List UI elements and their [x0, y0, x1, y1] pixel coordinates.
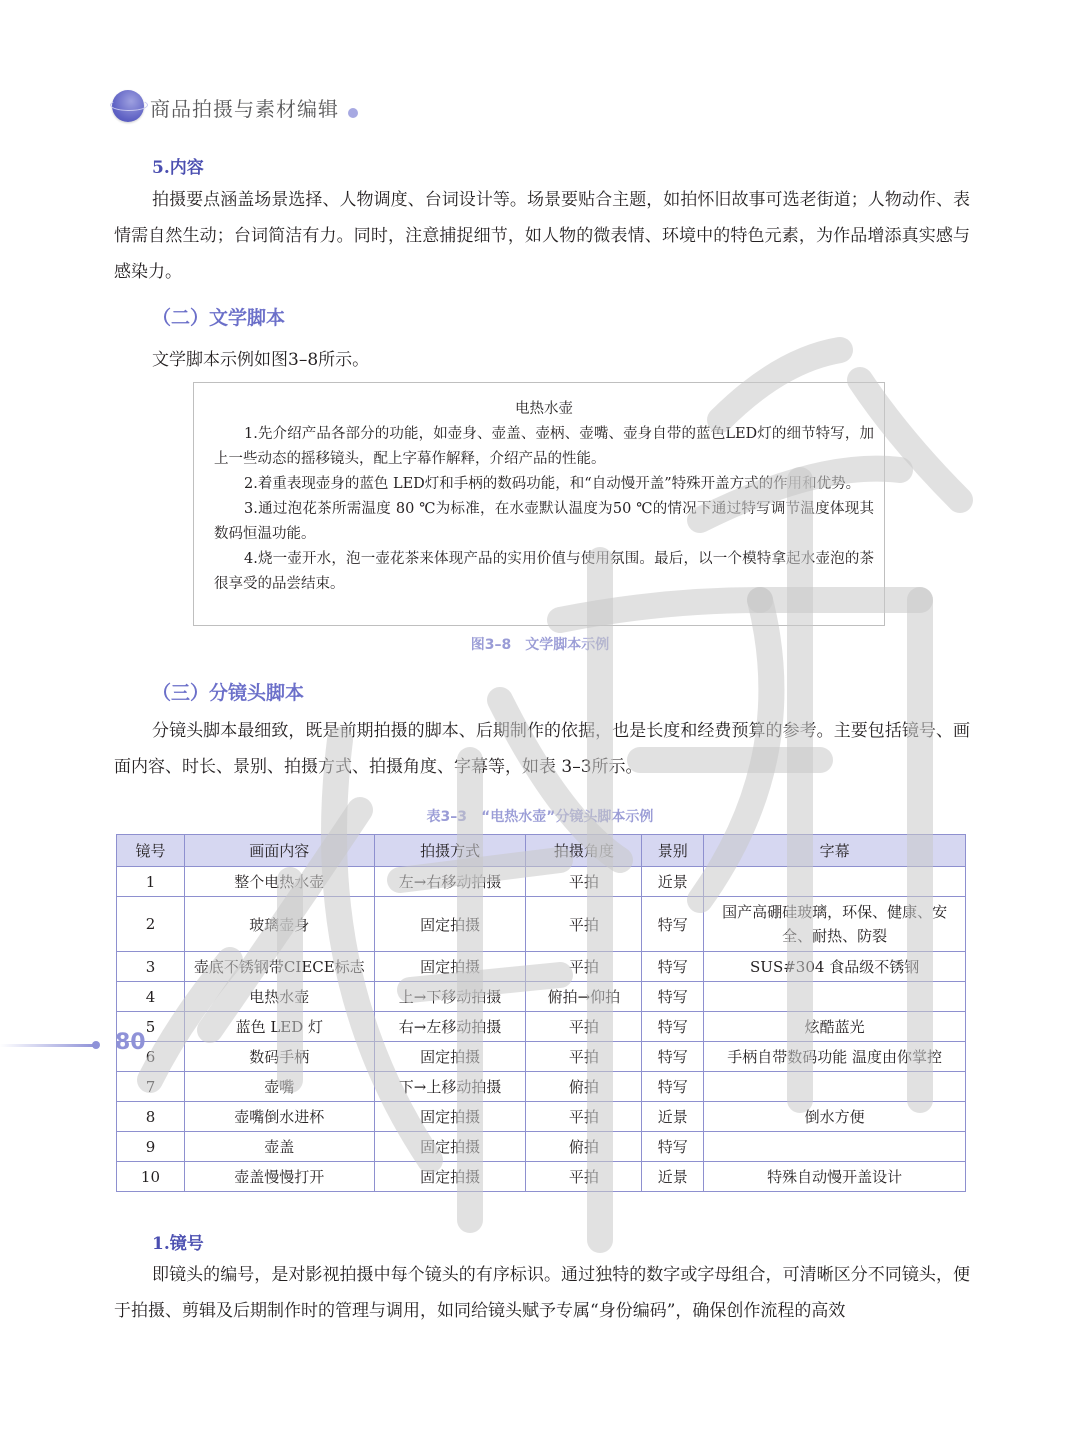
box-item: 4.烧一壶开水，泡一壶花茶来体现产品的实用价值与使用氛围。最后，以一个模特拿起水壶泡的茶很享受的品尝结束。: [214, 551, 874, 592]
table-cell: 倒水方便: [704, 1102, 966, 1132]
table-cell: [704, 1132, 966, 1162]
page-number: 80: [115, 1030, 146, 1055]
col-header: 字幕: [704, 835, 966, 867]
literary-script-box: [193, 382, 885, 626]
table-row: [117, 897, 966, 952]
footer-line: [0, 1044, 96, 1047]
table-row: [117, 1132, 966, 1162]
table-cell: 近景: [642, 867, 704, 897]
table-header-row: [117, 835, 966, 867]
table-cell: 特写: [642, 1042, 704, 1072]
table-cell: SUS#304 食品级不锈钢: [704, 952, 966, 982]
col-header: 景别: [642, 835, 704, 867]
table-cell: 平拍: [526, 867, 642, 897]
table-cell: 固定拍摄: [374, 1132, 526, 1162]
col-header: 拍摄方式: [374, 835, 526, 867]
table-cell: 整个电热水壶: [184, 867, 374, 897]
table-cell: 平拍: [526, 952, 642, 982]
table-cell: [704, 1072, 966, 1102]
table-cell: 特写: [642, 952, 704, 982]
box-item: 3.通过泡花茶所需温度 80 ℃为标准，在水壶默认温度为50 ℃的情况下通过特写调节温度体现其数码恒温功能。: [214, 501, 874, 542]
table-caption: 表3–3 “电热水壶”分镜头脚本示例: [426, 809, 654, 825]
table-cell: 平拍: [526, 1012, 642, 1042]
table-cell: 固定拍摄: [374, 897, 526, 952]
table-cell: 壶底不锈钢带CIECE标志: [184, 952, 374, 982]
table-cell: 炫酷蓝光: [704, 1012, 966, 1042]
table-cell: 2: [117, 897, 185, 952]
table-cell: 特写: [642, 1012, 704, 1042]
box-item: 2.着重表现壶身的蓝色 LED灯和手柄的数码功能，和“自动慢开盖”特殊开盖方式的作用和优势。: [244, 476, 861, 492]
storyboard-paragraph: 分镜头脚本最细致，既是前期拍摄的脚本、后期制作的依据，也是长度和经费预算的参考。主要包括镜号、画面内容、时长、景别、拍摄方式、拍摄角度、字幕等，如表 3–3所示。: [114, 721, 970, 777]
figure-caption: 图3–8 文学脚本示例: [470, 637, 610, 653]
table-cell: 上→下移动拍摄: [374, 982, 526, 1012]
table-row: [117, 952, 966, 982]
table-row: [117, 1072, 966, 1102]
table-cell: 特写: [642, 1132, 704, 1162]
box-item: 1.先介绍产品各部分的功能，如壶身、壶盖、壶柄、壶嘴、壶身自带的蓝色LED灯的细节特写，加上一些动态的摇移镜头，配上字幕作解释，介绍产品的性能。: [214, 426, 874, 467]
table-cell: 平拍: [526, 897, 642, 952]
table-cell: 玻璃壶身: [184, 897, 374, 952]
table-cell: 壶盖: [184, 1132, 374, 1162]
table-cell: 壶盖慢慢打开: [184, 1162, 374, 1192]
table-row: [117, 1162, 966, 1192]
table-cell: 俯拍: [526, 1072, 642, 1102]
col-header: 画面内容: [184, 835, 374, 867]
table-cell: 7: [117, 1072, 185, 1102]
col-header: 镜号: [117, 835, 185, 867]
col-header: 拍摄角度: [526, 835, 642, 867]
table-cell: 近景: [642, 1162, 704, 1192]
table-row: [117, 1042, 966, 1072]
section-literary-script-title: （二）文学脚本: [152, 307, 286, 329]
table-cell: 壶嘴: [184, 1072, 374, 1102]
section-storyboard-title: （三）分镜头脚本: [152, 682, 305, 704]
content-paragraph: 拍摄要点涵盖场景选择、人物调度、台词设计等。场景要贴合主题，如拍怀旧故事可选老街道；人物动作、表情需自然生动；台词简洁有力。同时，注意捕捉细节，如人物的微表情、环境中的特色元素，为作品增添真实感与感染力。: [114, 190, 970, 282]
storyboard-table: [116, 834, 966, 1192]
table-cell: 特写: [642, 982, 704, 1012]
table-cell: 左→右移动拍摄: [374, 867, 526, 897]
table-row: [117, 1012, 966, 1042]
table-cell: [704, 867, 966, 897]
table-cell: 3: [117, 952, 185, 982]
table-cell: 右→左移动拍摄: [374, 1012, 526, 1042]
table-cell: 固定拍摄: [374, 1162, 526, 1192]
table-cell: 9: [117, 1132, 185, 1162]
table-cell: 近景: [642, 1102, 704, 1132]
table-cell: 特殊自动慢开盖设计: [704, 1162, 966, 1192]
table-cell: 10: [117, 1162, 185, 1192]
table-cell: 6: [117, 1042, 185, 1072]
table-cell: 4: [117, 982, 185, 1012]
table-cell: 特写: [642, 1072, 704, 1102]
table-cell: 平拍: [526, 1042, 642, 1072]
table-cell: 下→上移动拍摄: [374, 1072, 526, 1102]
literary-script-intro: 文学脚本示例如图3–8所示。: [152, 350, 370, 370]
table-cell: 1: [117, 867, 185, 897]
table-cell: 数码手柄: [184, 1042, 374, 1072]
table-cell: 手柄自带数码功能 温度由你掌控: [704, 1042, 966, 1072]
table-cell: 国产高硼硅玻璃，环保、健康、安全、耐热、防裂: [704, 897, 966, 952]
table-row: [117, 867, 966, 897]
table-cell: 平拍: [526, 1102, 642, 1132]
header-dot-icon: [348, 108, 358, 118]
header-title: 商品拍摄与素材编辑: [150, 97, 339, 121]
table-cell: 8: [117, 1102, 185, 1132]
table-cell: 5: [117, 1012, 185, 1042]
shot-number-heading: 1.镜号: [152, 1234, 204, 1254]
table-row: [117, 982, 966, 1012]
table-cell: 俯拍→仰拍: [526, 982, 642, 1012]
table-cell: 电热水壶: [184, 982, 374, 1012]
table-cell: 固定拍摄: [374, 1102, 526, 1132]
table-cell: 固定拍摄: [374, 952, 526, 982]
table-cell: 固定拍摄: [374, 1042, 526, 1072]
table-cell: 特写: [642, 897, 704, 952]
content-heading: 5.内容: [152, 158, 204, 178]
table-cell: 平拍: [526, 1162, 642, 1192]
table-row: [117, 1102, 966, 1132]
table-cell: 蓝色 LED 灯: [184, 1012, 374, 1042]
box-title: 电热水壶: [515, 401, 573, 417]
table-cell: 壶嘴倒水进杯: [184, 1102, 374, 1132]
header-logo-icon: [112, 90, 144, 122]
table-cell: [704, 982, 966, 1012]
table-cell: 俯拍: [526, 1132, 642, 1162]
shot-number-paragraph: 即镜头的编号，是对影视拍摄中每个镜头的有序标识。通过独特的数字或字母组合，可清晰区分不同镜头，便于拍摄、剪辑及后期制作时的管理与调用，如同给镜头赋予专属“身份编码”，确保创作流程的高效: [114, 1265, 970, 1321]
